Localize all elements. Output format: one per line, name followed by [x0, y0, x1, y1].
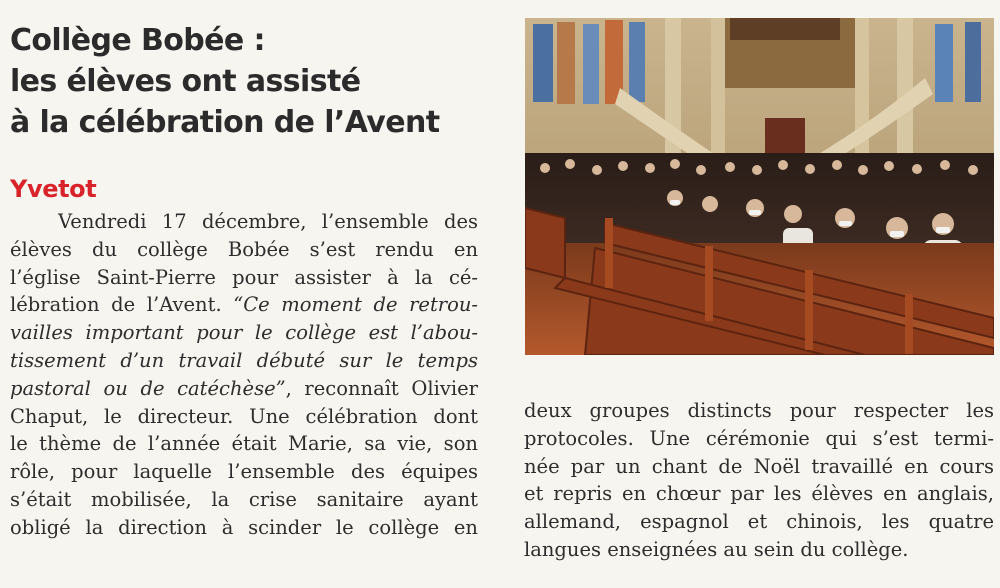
quote-text: “Ce moment de retrou- — [233, 293, 478, 317]
body-line — [10, 514, 478, 542]
quote-text: vailles important pour le collège est l’abou- — [10, 321, 478, 345]
body-line — [10, 458, 478, 486]
body-line — [10, 486, 478, 514]
body-line — [10, 403, 478, 431]
body-text: obligé la direction à scinder le collège en — [10, 515, 478, 539]
quote-text: pastoral ou de catéchèse” — [10, 376, 286, 400]
body-line — [10, 236, 478, 264]
body-line — [10, 264, 478, 292]
body-line — [10, 319, 478, 347]
body-line — [10, 291, 478, 319]
body-text: Vendredi 17 décembre, l’ensemble des — [58, 210, 478, 233]
body-text: s’était mobilisée, la crise sanitaire ayant — [10, 487, 478, 511]
body-line — [10, 208, 478, 236]
body-line — [10, 347, 478, 375]
church-photo-drawing — [525, 18, 994, 355]
body-text: l’église Saint-Pierre pour assister à la cé- — [10, 265, 478, 289]
headline-line: à la célébration de l’Avent — [10, 105, 440, 140]
body-line: née par un chant de Noël travaillé en cours — [524, 454, 994, 478]
headline-line: Collège Bobée : — [10, 23, 265, 58]
article-body-right — [524, 397, 994, 564]
body-text: le thème de l’année était Marie, sa vie, son — [10, 432, 478, 456]
quote-text: tissement d’un travail débuté sur le temps — [10, 348, 478, 372]
body-text: lébration de l’Avent. — [10, 293, 234, 317]
article-body-left — [10, 208, 478, 542]
body-text: rôle, pour laquelle l’ensemble des équipes — [10, 460, 478, 484]
body-line — [10, 375, 478, 403]
location-kicker: Yvetot — [10, 175, 97, 203]
body-line: deux groupes distincts pour respecter les — [524, 399, 994, 422]
body-text: élèves du collège Bobée s’est rendu en — [10, 237, 478, 261]
body-line: allemand, espagnol et chinois, les quatre — [524, 510, 994, 534]
body-line: protocoles. Une cérémonie qui s’est termi- — [524, 426, 994, 450]
body-line: et repris en chœur par les élèves en anglais, — [524, 482, 994, 506]
headline — [10, 20, 510, 143]
body-line: langues enseignées au sein du collège. — [524, 537, 909, 561]
headline-line: les élèves ont assisté — [10, 64, 361, 99]
body-text: , reconnaît Olivier — [285, 376, 478, 400]
body-line — [10, 430, 478, 458]
body-text: Chaput, le directeur. Une célébration dont — [10, 404, 478, 428]
church-photo — [525, 18, 994, 355]
